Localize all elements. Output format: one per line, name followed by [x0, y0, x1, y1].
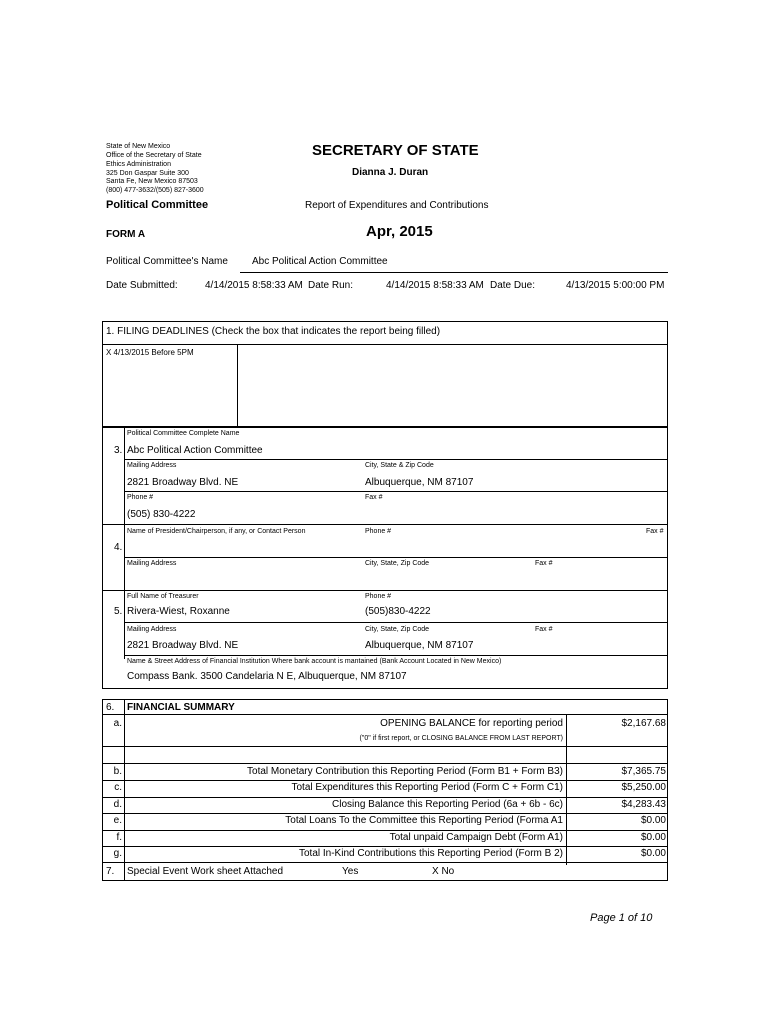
date-run-label: Date Run: [308, 280, 354, 291]
financial-summary-heading: FINANCIAL SUMMARY [127, 702, 235, 713]
date-submitted-value: 4/14/2015 8:58:33 AM [205, 280, 303, 291]
row-a-value: $2,167.68 [621, 718, 666, 729]
agency-line-6: (800) 477-3632/(505) 827-3600 [106, 187, 204, 194]
summary-row-label: Total Loans To the Committee this Reporting Period (Forma A1 [285, 815, 563, 827]
section5-number: 5. [114, 606, 123, 617]
summary-row-label: Total Expenditures this Reporting Period (Form C + Form C1) [291, 782, 563, 794]
committee-type: Political Committee [106, 199, 209, 211]
agency-line-5: Santa Fe, New Mexico 87503 [106, 178, 198, 185]
special-event-yes[interactable]: Yes [342, 866, 359, 877]
agency-line-2: Office of the Secretary of State [106, 152, 202, 159]
section7-number: 7. [106, 866, 115, 877]
row-a-note: ("0" if first report, or CLOSING BALANCE FROM LAST REPORT) [359, 735, 563, 742]
report-name: Report of Expenditures and Contributions [305, 200, 489, 211]
section3-phone-label: Phone # [127, 494, 154, 501]
page-title: SECRETARY OF STATE [312, 142, 479, 159]
summary-row-value: $5,250.00 [621, 782, 666, 794]
section4-phone-label: Phone # [365, 528, 392, 535]
section3-mail-label: Mailing Address [127, 462, 177, 469]
section5-city-label: City, State, Zip Code [365, 626, 430, 633]
section5-fax-label: Fax # [535, 626, 553, 633]
date-run-value: 4/14/2015 8:58:33 AM [386, 280, 484, 291]
special-event-label: Special Event Work sheet Attached [127, 866, 284, 877]
committee-mailing-address: 2821 Broadway Blvd. NE [127, 477, 239, 488]
form-label: FORM A [106, 229, 146, 240]
section4-fax2-label: Fax # [535, 560, 553, 567]
summary-row-letter: e. [113, 815, 122, 827]
section4-fax-label: Fax # [646, 528, 664, 535]
summary-row-label: Closing Balance this Reporting Period (6a + 6b - 6c) [332, 798, 563, 810]
summary-row-value: $0.00 [640, 831, 666, 843]
name-underline [240, 272, 668, 273]
committee-name-label: Political Committee's Name [106, 256, 228, 267]
summary-row-value: $0.00 [640, 815, 666, 827]
agency-line-4: 325 Don Gaspar Suite 300 [106, 170, 189, 177]
committee-name-value: Abc Political Action Committee [252, 256, 388, 267]
summary-row-label: Total In-Kind Contributions this Reporting Period (Form B 2) [298, 848, 563, 859]
section5-name-label: Full Name of Treasurer [127, 593, 199, 600]
summary-row-label: Total Monetary Contribution this Reporting Period (Form B1 + Form B3) [247, 766, 563, 777]
filing-deadlines-heading: 1. FILING DEADLINES (Check the box that indicates the report being filled) [106, 326, 441, 337]
official-name: Dianna J. Duran [352, 167, 429, 178]
section4-name-label: Name of President/Chairperson, if any, or Contact Person [127, 528, 306, 535]
committee-phone: (505) 830-4222 [127, 509, 196, 520]
date-due-value: 4/13/2015 5:00:00 PM [566, 280, 665, 291]
summary-row-value: $7,365.75 [621, 766, 666, 777]
row-a-label: OPENING BALANCE for reporting period [380, 718, 563, 729]
date-submitted-label: Date Submitted: [106, 280, 178, 291]
summary-row-value: $0.00 [640, 848, 666, 859]
treasurer-name: Rivera-Wiest, Roxanne [127, 606, 230, 617]
committee-complete-name: Abc Political Action Committee [127, 445, 263, 456]
filing-deadline-selected[interactable]: X 4/13/2015 Before 5PM [106, 348, 194, 357]
committee-city-state-zip: Albuquerque, NM 87107 [365, 477, 474, 488]
summary-row-letter: b. [113, 766, 122, 777]
treasurer-mailing-address: 2821 Broadway Blvd. NE [127, 640, 239, 651]
agency-line-1: State of New Mexico [106, 143, 171, 150]
date-due-label: Date Due: [490, 280, 536, 291]
treasurer-city-state-zip: Albuquerque, NM 87107 [365, 640, 474, 651]
bank-value: Compass Bank. 3500 Candelaria N E, Albuquerque, NM 87107 [127, 671, 407, 682]
section4-city-label: City, State, Zip Code [365, 560, 430, 567]
row-a-letter: a. [113, 718, 122, 729]
bank-label: Name & Street Address of Financial Institution Where bank account is mantained (Bank Account Located in New Mexico) [127, 658, 502, 665]
summary-row-letter: d. [113, 798, 122, 810]
section3-fax-label: Fax # [365, 494, 383, 501]
summary-row-letter: g. [113, 848, 122, 859]
summary-row-letter: f. [116, 831, 122, 843]
report-period: Apr, 2015 [366, 223, 433, 240]
section3-name-label: Political Committee Complete Name [127, 430, 240, 437]
section5-mail-label: Mailing Address [127, 626, 177, 633]
treasurer-phone: (505)830-4222 [365, 606, 431, 617]
summary-row-letter: c. [114, 782, 122, 794]
summary-row-label: Total unpaid Campaign Debt (Form A1) [389, 831, 563, 843]
section3-city-label: City, State & Zip Code [365, 462, 434, 469]
section3-number: 3. [114, 445, 123, 456]
summary-row-value: $4,283.43 [621, 798, 666, 810]
section5-phone-label: Phone # [365, 593, 392, 600]
special-event-no[interactable]: X No [432, 866, 455, 877]
section4-mail-label: Mailing Address [127, 560, 177, 567]
page-number: Page 1 of 10 [590, 912, 653, 924]
section4-number: 4. [114, 542, 123, 553]
section6-number: 6. [106, 702, 115, 713]
agency-line-3: Ethics Administration [106, 161, 171, 168]
